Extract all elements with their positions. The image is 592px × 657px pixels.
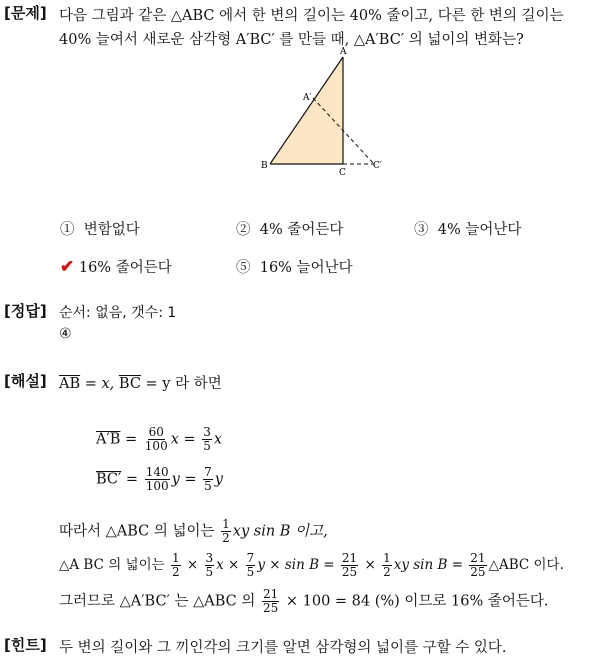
p2-f6-num: 21: [470, 551, 486, 565]
p3-a: 그러므로 △A′BC′ 는 △ABC 의: [59, 593, 260, 610]
triangle-figure: [258, 45, 388, 175]
vertex-c-prime: C′: [373, 161, 382, 171]
eq1-frac2-den: 5: [203, 439, 211, 453]
p2-d: y × sin B =: [257, 557, 339, 573]
p2-f3-num: 7: [246, 551, 255, 565]
equation-2: [96, 466, 223, 493]
p2-c: x ×: [216, 557, 244, 573]
check-icon: ✔: [60, 257, 75, 277]
eq2-lhs: BC′: [96, 471, 122, 488]
option-5[interactable]: [236, 256, 353, 277]
eq2-frac-den: 100: [145, 479, 169, 493]
eq1-frac: [144, 426, 169, 453]
eq1-frac-num: 60: [148, 425, 164, 439]
p2-g: △ABC 이다.: [488, 557, 564, 573]
p2-f3: [246, 552, 256, 579]
eq1-frac2-num: 3: [203, 425, 211, 439]
p3-frac-den: 25: [262, 601, 279, 615]
explanation-label: [해설]: [4, 372, 47, 390]
question-label: [문제]: [4, 4, 47, 22]
explanation-para-1: [59, 518, 328, 545]
eq2-frac2-den: 5: [204, 479, 212, 493]
p2-f5-den: 2: [383, 565, 391, 579]
eq1-b: x =: [170, 431, 201, 448]
option-3[interactable]: [414, 218, 521, 239]
eq1-lhs: A′B: [96, 431, 121, 448]
option-4-text: 16% 줄어든다: [78, 260, 172, 276]
p2-f4-den: 25: [341, 565, 358, 579]
equation-1: [96, 426, 222, 453]
p2-a: △A BC 의 넓이는: [59, 557, 169, 573]
option-5-text: 16% 늘어난다: [259, 260, 353, 276]
eq2-b: y =: [171, 471, 202, 488]
eq2-a: =: [121, 471, 143, 488]
p2-f6-den: 25: [470, 565, 486, 579]
eq2-c: y: [214, 471, 223, 488]
p2-f1-num: 1: [171, 551, 180, 565]
vertex-a: A: [340, 47, 347, 57]
option-1-marker: ①: [60, 222, 75, 238]
option-3-text: 4% 늘어난다: [437, 222, 522, 238]
option-1[interactable]: [60, 218, 140, 239]
hint-text: 두 변의 길이와 그 끼인각의 크기를 알면 삼각형의 넓이를 구할 수 있다.: [59, 640, 507, 656]
hint-label: [힌트]: [4, 636, 47, 654]
intro-end: = y 라 하면: [140, 376, 222, 392]
intro-mid: = x,: [80, 376, 119, 392]
option-1-text: 변함없다: [83, 222, 140, 238]
explanation-para-3: [59, 588, 549, 615]
p1-b: xy sin B 이고,: [232, 523, 328, 540]
p2-f1-den: 2: [171, 565, 180, 579]
eq1-frac2: [202, 426, 212, 453]
question-line-1: 다음 그림과 같은 △ABC 에서 한 변의 길이는 40% 줄이고, 다른 한 변의 길이는: [59, 8, 564, 24]
p2-f2-den: 5: [205, 565, 214, 579]
eq2-frac2: [203, 466, 213, 493]
p3-b: × 100 = 84 (%) 이므로 16% 줄어든다.: [281, 593, 549, 610]
p2-f1: [171, 552, 181, 579]
p2-b: ×: [182, 557, 203, 573]
p2-f: xy sin B =: [393, 557, 468, 573]
p2-f5: [382, 552, 392, 579]
vertex-c: C: [339, 168, 346, 175]
p1-a: 따라서 △ABC 의 넓이는: [59, 523, 220, 540]
p2-f4: [341, 552, 358, 579]
answer-line-2: ④: [59, 326, 72, 342]
p2-f3-den: 5: [246, 565, 255, 579]
p3-frac: [262, 588, 279, 615]
eq1-a: =: [120, 431, 142, 448]
p1-frac: [221, 518, 231, 545]
option-2[interactable]: [236, 218, 343, 239]
eq1-c: x: [213, 431, 223, 448]
segment-ab: $\overline{AB}$: [59, 376, 81, 392]
p2-f6: [469, 552, 486, 579]
vertex-a-prime: A′: [303, 93, 312, 103]
eq2-frac-num: 140: [145, 465, 169, 479]
answer-label: [정답]: [4, 302, 47, 320]
explanation-intro: [59, 372, 222, 393]
explanation-para-2: [59, 552, 564, 579]
question-line-2: 40% 늘여서 새로운 삼각형 A′BC′ 를 만들 때, △A′BC′ 의 넓이의 변화는?: [59, 32, 524, 48]
p3-frac-num: 21: [262, 587, 279, 601]
eq2-frac: [145, 466, 170, 493]
vertex-b: B: [261, 161, 268, 171]
p2-f5-num: 1: [383, 551, 391, 565]
p2-e: ×: [360, 557, 381, 573]
option-2-marker: ②: [236, 222, 251, 238]
p2-f2: [205, 552, 215, 579]
option-5-marker: ⑤: [236, 260, 251, 276]
option-4[interactable]: [60, 256, 172, 277]
option-2-text: 4% 줄어든다: [259, 222, 344, 238]
eq1-frac-den: 100: [144, 439, 168, 453]
eq2-frac2-num: 7: [204, 465, 212, 479]
p1-frac-num: 1: [222, 517, 230, 531]
option-3-marker: ③: [414, 222, 429, 238]
segment-bc: $\overline{BC}$: [118, 376, 141, 392]
p2-f2-num: 3: [205, 551, 214, 565]
p2-f4-num: 21: [341, 551, 358, 565]
answer-line-1: 순서: 없음, 갯수: 1: [59, 305, 177, 321]
p1-frac-den: 2: [222, 531, 230, 545]
